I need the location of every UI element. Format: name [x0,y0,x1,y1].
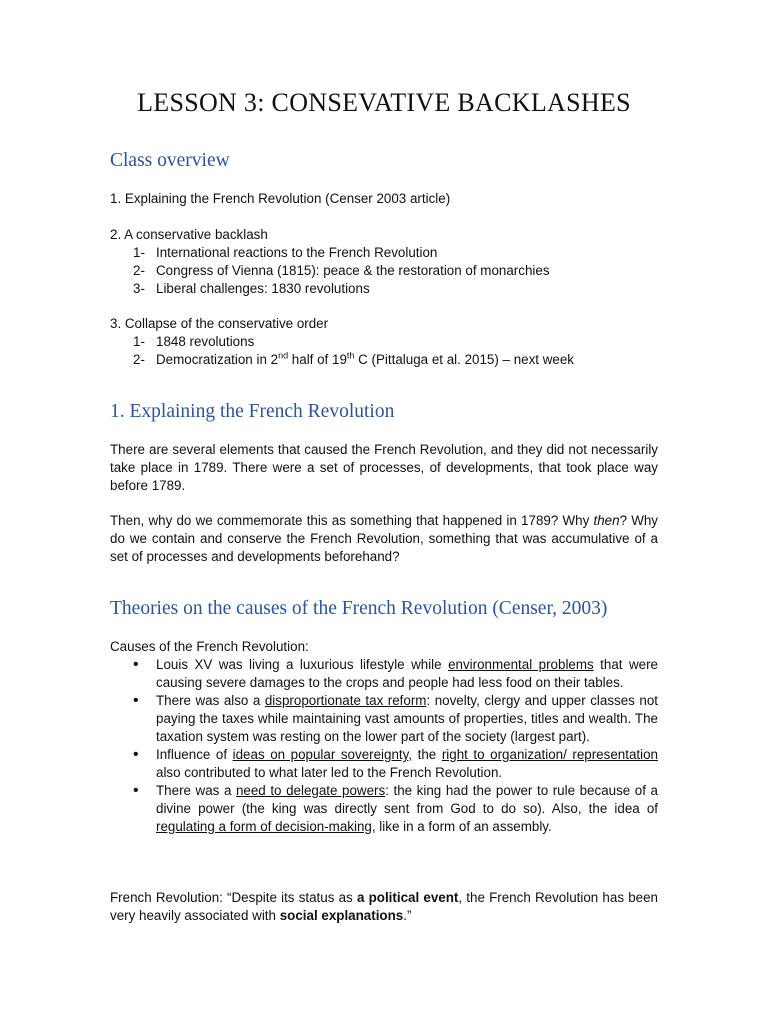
text-run: Influence of [156,747,233,762]
overview-item-3-sublist [110,333,658,369]
list-item [110,782,658,836]
page-title: LESSON 3: CONSEVATIVE BACKLASHES [137,88,631,117]
causes-list [110,656,658,836]
underlined-text: right to organization/ representation [441,747,658,762]
overview-item-2-label: 2. A conservative backlash [110,227,268,242]
list-number: 1- [133,334,145,349]
overview-item-1-text: 1. Explaining the French Revolution (Censer 2003 article) [110,191,451,206]
underlined-text: environmental problems [448,657,594,672]
list-number: 2- [133,263,145,278]
overview-item-2 [110,226,658,298]
list-number: 2- [133,352,145,367]
text-run: .” [403,908,412,923]
bold-text: a political event [356,890,459,905]
paragraph-text [110,512,658,566]
overview-item-3-label: 3. Collapse of the conservative order [110,316,329,331]
list-item [110,333,658,351]
section-1-paragraph-2 [110,512,658,566]
causes-intro: Causes of the French Revolution: [110,639,309,654]
list-item [110,351,658,369]
list-text [156,352,574,367]
text-run: French Revolution: “Despite its status as [110,890,357,905]
paragraph-text: There are several elements that caused the French Revolution, and they did not necessarily take place in 1789. There were a set of processes, of developments, that took place way before 1789. [110,442,658,493]
text-run: , like in a form of an assembly. [371,819,552,834]
overview-item-3 [110,315,658,369]
list-item [110,244,658,262]
underlined-text: ideas on popular sovereignty [232,747,409,762]
text-run: half of 19 [288,352,347,367]
text-run: that were causing severe damages to the crops and people had less food on their tables. [156,657,658,690]
list-number: 3- [133,281,145,296]
list-item [110,746,658,782]
text-run: C (Pittaluga et al. 2015) – next week [354,352,575,367]
list-text: Liberal challenges: 1830 revolutions [156,281,370,296]
overview-item-1 [110,190,658,208]
section-1-heading: 1. Explaining the French Revolution [110,401,395,422]
bold-text: social explanations [279,908,404,923]
list-item [110,280,658,298]
text-run: There was also a [156,693,265,708]
superscript: th [346,350,355,361]
text-run: , the [408,747,442,762]
list-text: 1848 revolutions [156,334,255,349]
causes-section [110,638,658,836]
underlined-text: disproportionate tax reform [264,693,427,708]
list-text: Congress of Vienna (1815): peace & the restoration of monarchies [156,263,550,278]
class-overview-heading: Class overview [110,150,230,171]
text-run: : novelty, clergy and upper classes not paying the taxes while maintaining vast amounts of properties, titles and wealth. The taxation system was resting on the lower part of the society (largest part). [156,693,658,744]
text-run: , the French Revolution has been very heavily associated with [110,890,659,923]
superscript: nd [278,350,289,361]
section-1-paragraph-1 [110,441,658,495]
list-item [110,692,658,746]
underlined-text: regulating a form of decision-making [156,819,372,834]
text-run: There was a [156,783,236,798]
quote-paragraph [110,889,658,925]
underlined-text: need to delegate powers [235,783,386,798]
emphasis: then [593,513,620,528]
text-run: : the king had the power to rule because of a divine power (the king was directly sent from God to do so). Also, the idea of [156,783,658,816]
paragraph-text [110,889,658,925]
list-text: International reactions to the French Revolution [156,245,438,260]
text-run: Democratization in 2 [156,352,279,367]
text-run: ? Why do we contain and conserve the French Revolution, something that was accumulative of a set of processes and developments beforehand? [110,513,659,564]
list-item [110,656,658,692]
overview-item-2-sublist [110,244,658,298]
theories-heading: Theories on the causes of the French Revolution (Censer, 2003) [110,598,608,619]
list-number: 1- [133,245,145,260]
text-run: Then, why do we commemorate this as something that happened in 1789? Why [110,513,594,528]
list-item [110,262,658,280]
text-run: also contributed to what later led to the French Revolution. [156,765,503,780]
text-run: Louis XV was living a luxurious lifestyle while [156,657,449,672]
